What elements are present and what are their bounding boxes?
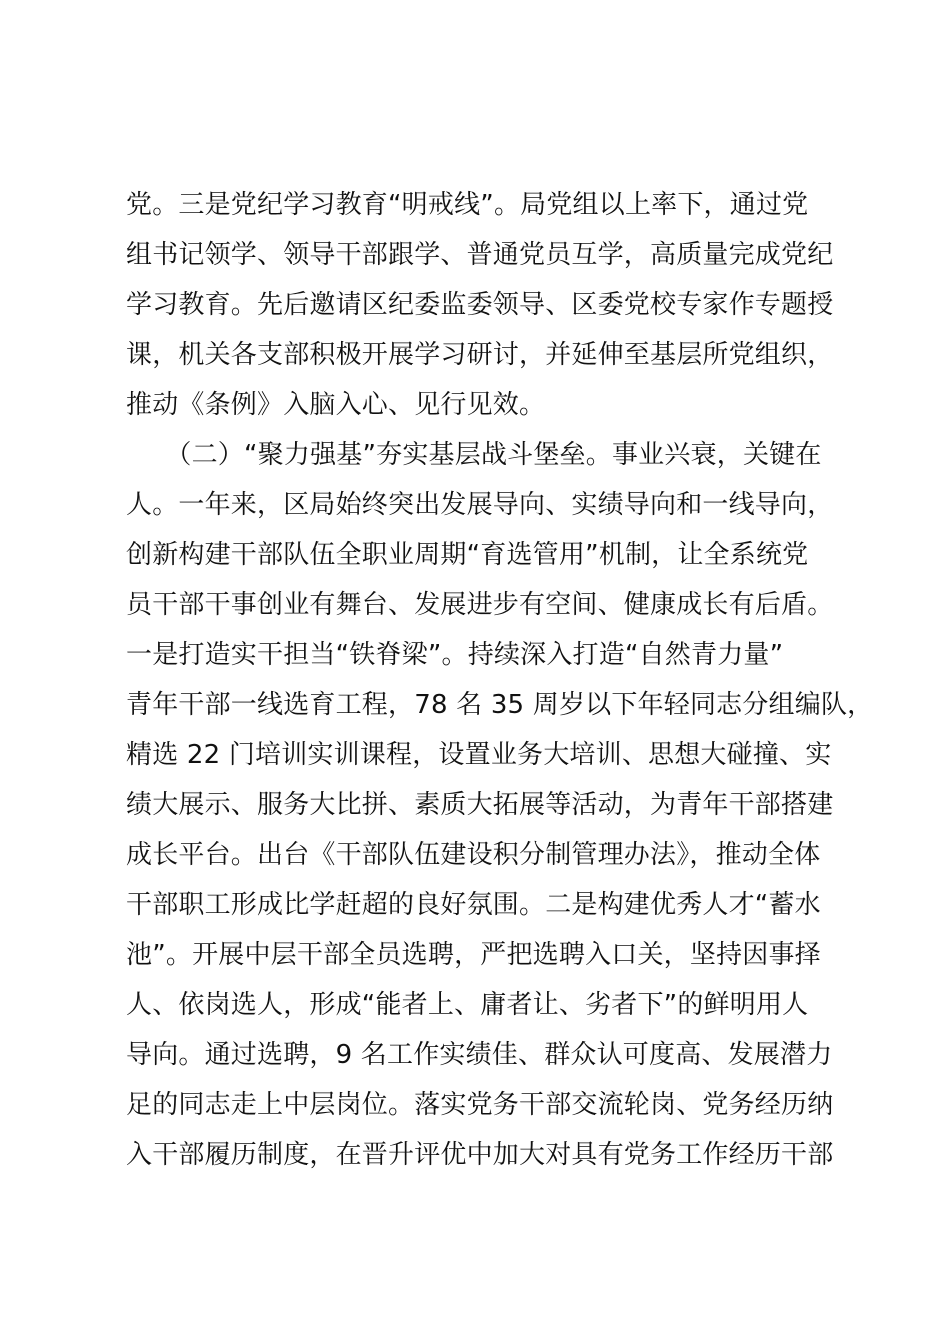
text-line: 人、依岗选人，形成“能者上、庸者让、劣者下”的鲜明用人 xyxy=(126,990,809,1020)
text-line: 青年干部一线选育工程，78 名 35 周岁以下年轻同志分组编队， xyxy=(126,690,874,720)
text-line: 组书记领学、领导干部跟学、普通党员互学，高质量完成党纪 xyxy=(126,240,834,270)
text-line: 精选 22 门培训实训课程，设置业务大培训、思想大碰撞、实 xyxy=(126,740,832,770)
text-line: 导向。通过选聘，9 名工作实绩佳、群众认可度高、发展潜力 xyxy=(126,1040,833,1070)
text-line: 人。一年来，区局始终突出发展导向、实绩导向和一线导向， xyxy=(126,490,834,520)
text-line: 池”。开展中层干部全员选聘，严把选聘入口关，坚持因事择 xyxy=(126,940,821,970)
text-line: 员干部干事创业有舞台、发展进步有空间、健康成长有后盾。 xyxy=(126,590,834,620)
text-line: 课，机关各支部积极开展学习研讨，并延伸至基层所党组织， xyxy=(126,340,834,370)
text-line: 入干部履历制度，在晋升评优中加大对具有党务工作经历干部 xyxy=(126,1140,834,1170)
text-line: 成长平台。出台《干部队伍建设积分制管理办法》，推动全体 xyxy=(126,840,821,870)
text-line: 一是打造实干担当“铁脊梁”。持续深入打造“自然青力量” xyxy=(126,640,784,670)
text-line: 推动《条例》入脑入心、见行见效。 xyxy=(126,390,546,420)
text-line: 绩大展示、服务大比拼、素质大拓展等活动，为青年干部搭建 xyxy=(126,790,834,820)
text-line: 干部职工形成比学赶超的良好氛围。二是构建优秀人才“蓄水 xyxy=(126,890,821,920)
text-line: 创新构建干部队伍全职业周期“育选管用”机制，让全系统党 xyxy=(126,540,809,570)
section-heading-line: （二）“聚力强基”夯实基层战斗堡垒。事业兴衰，关键在 xyxy=(126,440,822,470)
text-line: 足的同志走上中层岗位。落实党务干部交流轮岗、党务经历纳 xyxy=(126,1090,834,1120)
body-text xyxy=(126,180,874,1180)
text-line: 学习教育。先后邀请区纪委监委领导、区委党校专家作专题授 xyxy=(126,290,834,320)
text-line: 党。三是党纪学习教育“明戒线”。局党组以上率下，通过党 xyxy=(126,190,809,220)
